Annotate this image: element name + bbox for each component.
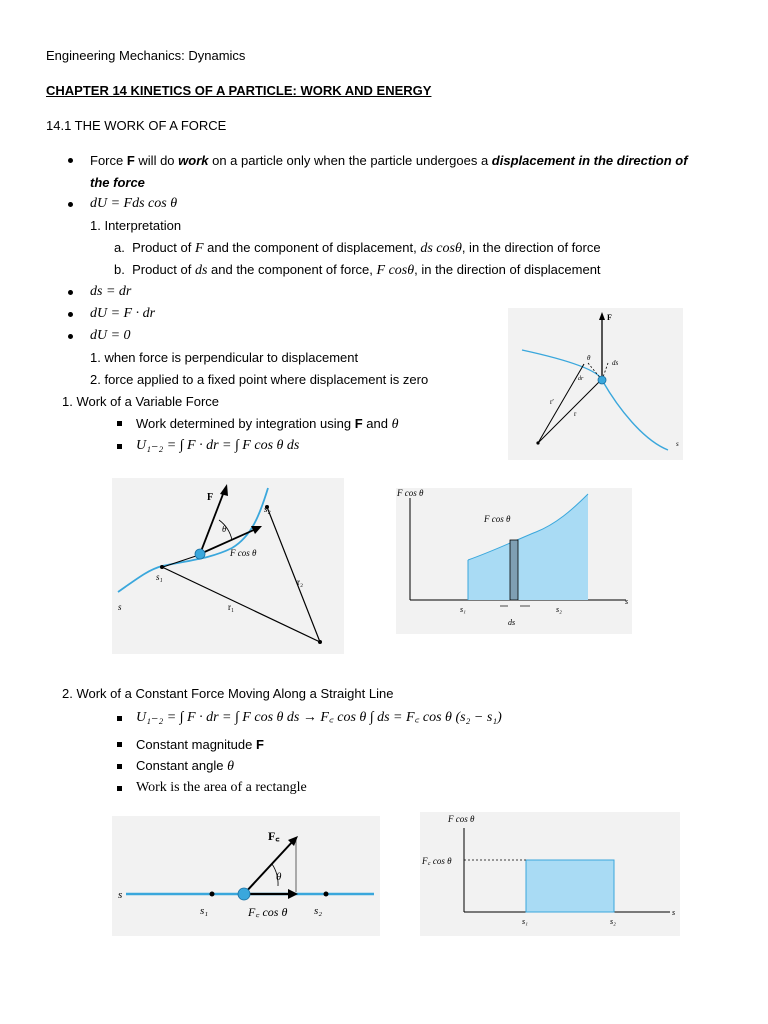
- bullet-square: [117, 444, 122, 449]
- tick-s2: s₂: [610, 917, 616, 926]
- equation-dU-zero: dU = 0: [90, 328, 131, 343]
- bullet-dot: [68, 202, 73, 207]
- bullet-square: [117, 421, 122, 426]
- constant-angle: Constant angle θ: [136, 758, 234, 774]
- bullet-dot: [68, 334, 73, 339]
- label-Fccos: F꜀ cos θ: [248, 905, 288, 919]
- tick-s2: s₂: [556, 605, 562, 614]
- label-s: s: [676, 440, 679, 448]
- work-rectangle: Work is the area of a rectangle: [136, 780, 307, 795]
- tick-ds: ds: [508, 618, 516, 627]
- zero-work-case-2: 2. force applied to a fixed point where displacement is zero: [90, 372, 429, 387]
- chapter-title: CHAPTER 14 KINETICS OF A PARTICLE: WORK AND ENERGY: [46, 83, 432, 98]
- bullet-dot: [68, 312, 73, 317]
- label-r-prime: r′: [550, 398, 554, 406]
- y-axis-label: F cos θ: [448, 814, 475, 824]
- label-Fc: F꜀: [268, 829, 280, 843]
- bullet-square: [117, 716, 122, 721]
- label-s2: s₂: [264, 504, 271, 514]
- label-s2: s₂: [314, 905, 323, 917]
- constant-force-integral: U₁₋₂ = ∫ F · dr = ∫ F cos θ ds → F꜀ cos θ ∫ ds = F꜀ cos θ (s₂ − s₁): [136, 710, 502, 725]
- label-ds: ds: [612, 359, 619, 367]
- label-r2: r₂: [297, 577, 304, 587]
- bullet-dot: [68, 158, 73, 163]
- curve-label: F cos θ: [484, 514, 511, 524]
- bullet-dot: [68, 290, 73, 295]
- label-F: F: [207, 492, 214, 503]
- label-theta: θ: [222, 524, 227, 534]
- label-theta: θ: [276, 871, 282, 883]
- label-s1: s₁: [200, 905, 209, 917]
- course-title: Engineering Mechanics: Dynamics: [46, 48, 246, 63]
- y-axis-label: F cos θ: [397, 488, 424, 498]
- interpretation-a: a. Product of F and the component of displacement, ds cosθ, in the direction of force: [114, 240, 601, 256]
- figure-constant-force-line: [112, 816, 380, 936]
- zero-work-case-1: 1. when force is perpendicular to displacement: [90, 350, 359, 365]
- figure-rectangle-area: [420, 812, 680, 936]
- level-label: F꜀ cos θ: [422, 856, 452, 866]
- x-axis-label: s: [672, 908, 676, 917]
- constant-force-heading: 2. Work of a Constant Force Moving Along a Straight Line: [62, 686, 394, 701]
- bullet-square: [117, 786, 122, 791]
- constant-magnitude: Constant magnitude F: [136, 737, 264, 752]
- variable-force-integral: U₁₋₂ = ∫ F · dr = ∫ F cos θ ds: [136, 438, 300, 453]
- label-dr: dr: [578, 376, 584, 382]
- figure-position-vectors: [508, 308, 683, 460]
- figure-work-area: [396, 488, 632, 634]
- figure-variable-force-path: [112, 478, 344, 654]
- section-title: 14.1 THE WORK OF A FORCE: [46, 118, 227, 133]
- x-axis-label: s: [625, 597, 629, 606]
- variable-force-heading: 1. Work of a Variable Force: [62, 394, 220, 409]
- equation-dU: dU = Fds cos θ: [90, 196, 178, 211]
- label-r1: r₁: [228, 602, 235, 612]
- tick-s1: s₁: [522, 917, 528, 926]
- label-theta: θ: [587, 354, 591, 362]
- variable-force-item-1: Work determined by integration using F and θ: [136, 416, 399, 432]
- equation-ds-dr: ds = dr: [90, 284, 132, 299]
- equation-dU-dot: dU = F · dr: [90, 306, 156, 321]
- bullet-work-definition-cont: the force: [90, 175, 145, 190]
- label-r: r: [574, 410, 577, 418]
- bullet-square: [117, 742, 122, 747]
- interpretation-heading: 1. Interpretation: [90, 218, 182, 233]
- label-F: F: [607, 313, 612, 322]
- bullet-square: [117, 764, 122, 769]
- label-Fcos: F cos θ: [230, 548, 257, 558]
- label-s: s: [118, 889, 123, 901]
- label-s: s: [118, 602, 122, 612]
- interpretation-b: b. Product of ds and the component of force, F cosθ, in the direction of displacement: [114, 262, 601, 278]
- bullet-work-definition: Force F will do work on a particle only when the particle undergoes a displacement in the direction of: [90, 153, 688, 168]
- label-s1: s₁: [156, 572, 163, 582]
- tick-s1: s₁: [460, 605, 466, 614]
